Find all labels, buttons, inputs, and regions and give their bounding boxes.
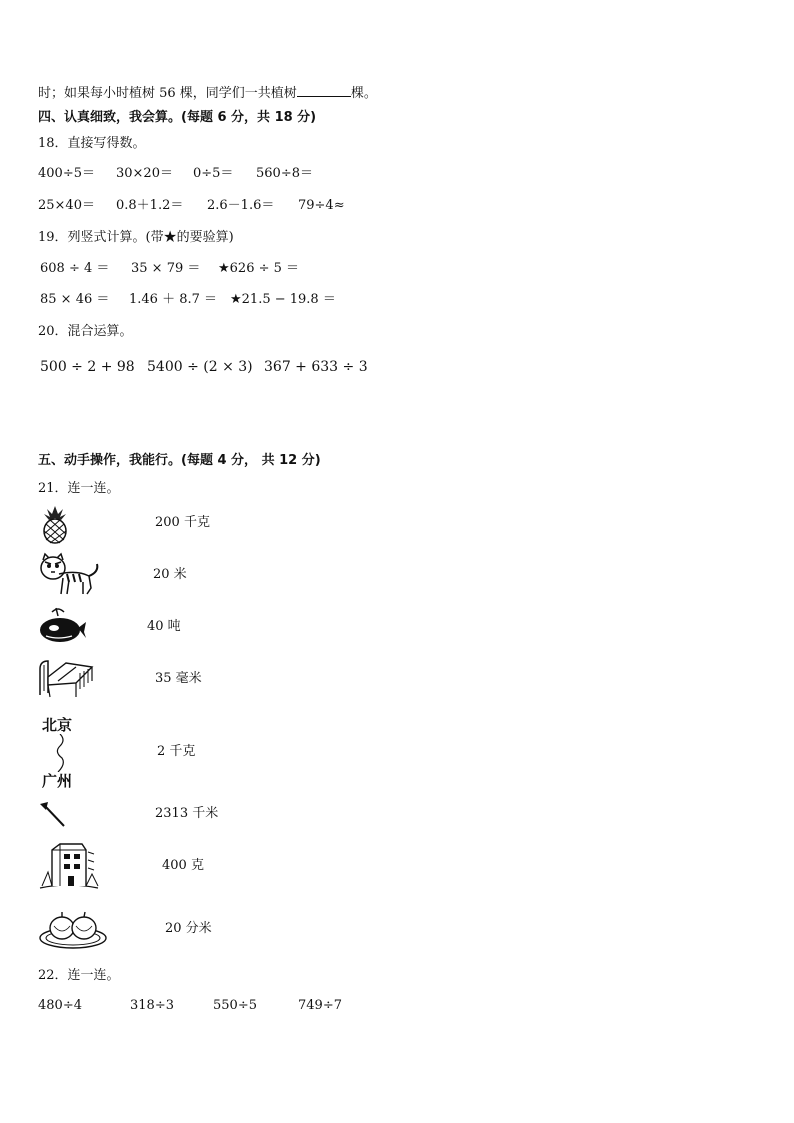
tiger-icon	[37, 552, 103, 598]
q22-title: 22．连一连。	[38, 968, 120, 983]
pineapple-icon	[38, 504, 72, 544]
plate-fruit-icon	[38, 908, 108, 950]
match-label[interactable]: 200 千克	[155, 515, 210, 530]
q20-item: 5400 ÷ (2 × 3)	[147, 359, 253, 375]
q18-item: 30×20＝	[116, 166, 173, 181]
q18-item: 25×40＝	[38, 198, 95, 213]
q20-item: 500 ÷ 2 + 98	[40, 359, 135, 375]
q19-item: 608 ÷ 4 ＝	[40, 261, 110, 276]
q18-item: 0.8＋1.2＝	[116, 198, 184, 213]
q19-title: 19．列竖式计算。(带★的要验算)	[38, 230, 234, 245]
q19-item: ★626 ÷ 5 ＝	[218, 261, 300, 276]
map-word: 北京	[42, 716, 73, 734]
section5-title: 五、动手操作，我能行。(每题 4 分， 共 12 分)	[38, 453, 321, 468]
q19-item: 35 × 79 ＝	[131, 261, 201, 276]
intro-tail: 棵。	[350, 86, 377, 101]
q18-item: 400÷5＝	[38, 166, 95, 181]
match-label[interactable]: 20 米	[153, 567, 187, 582]
match-label[interactable]: 20 分米	[165, 921, 212, 936]
answer-blank[interactable]	[297, 84, 351, 97]
q22-item[interactable]: 749÷7	[298, 998, 342, 1013]
intro-text: 时；如果每小时植树 56 棵，同学们一共植树	[38, 86, 297, 101]
q19-item: 85 × 46 ＝	[40, 292, 110, 307]
q18-item: 560÷8＝	[256, 166, 313, 181]
building-icon	[38, 838, 100, 892]
intro-line	[38, 84, 377, 102]
q18-title: 18．直接写得数。	[38, 136, 146, 151]
whale-icon	[38, 606, 88, 646]
match-label[interactable]: 40 吨	[147, 619, 181, 634]
map-route-icon	[42, 716, 82, 790]
bed-icon	[36, 655, 94, 699]
map-word: 广州	[42, 772, 73, 790]
q20-item: 367 + 633 ÷ 3	[264, 359, 368, 375]
match-label[interactable]: 35 毫米	[155, 671, 202, 686]
match-label[interactable]: 2313 千米	[155, 806, 219, 821]
q22-item[interactable]: 480÷4	[38, 998, 82, 1013]
q19-item: ★21.5 − 19.8 ＝	[230, 292, 336, 307]
q19-item: 1.46 ＋ 8.7 ＝	[129, 292, 218, 307]
nail-icon	[38, 800, 68, 830]
match-label[interactable]: 2 千克	[157, 744, 196, 759]
q18-item: 0÷5＝	[193, 166, 234, 181]
q18-item: 79÷4≈	[298, 198, 345, 213]
q18-item: 2.6－1.6＝	[207, 198, 275, 213]
match-label[interactable]: 400 克	[162, 858, 204, 873]
route-line	[52, 734, 72, 772]
q20-title: 20．混合运算。	[38, 324, 133, 339]
section4-title: 四、认真细致，我会算。(每题 6 分，共 18 分)	[38, 110, 317, 125]
q22-item[interactable]: 550÷5	[213, 998, 257, 1013]
q21-title: 21．连一连。	[38, 481, 120, 496]
q22-item[interactable]: 318÷3	[130, 998, 174, 1013]
